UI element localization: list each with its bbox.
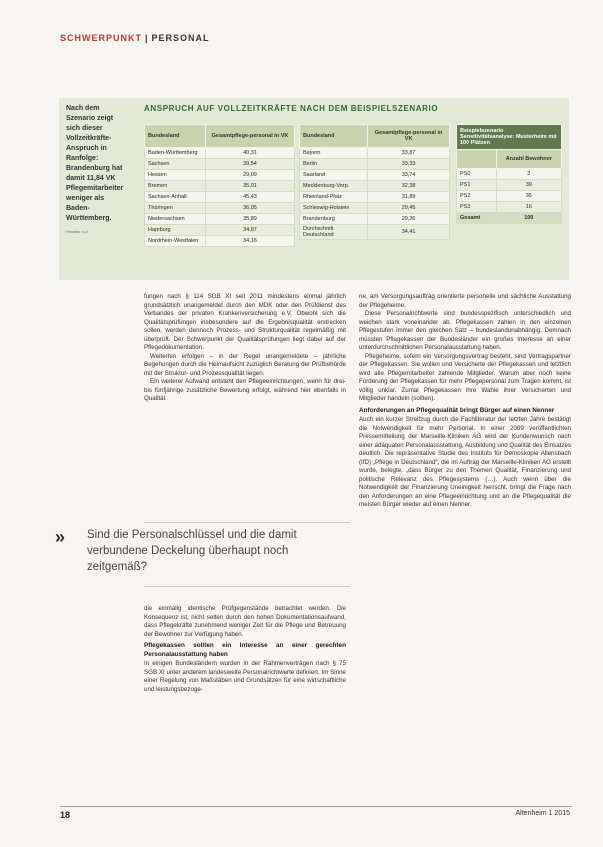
cell-value: 35,89 xyxy=(205,214,294,225)
cell-label: Durchschnitt Deutschland xyxy=(300,225,368,240)
cell-value: 33,74 xyxy=(368,170,450,181)
pullquote-rule-top xyxy=(144,522,350,523)
table-row xyxy=(145,148,295,159)
table-row xyxy=(300,203,450,214)
cell-value: 34,87 xyxy=(205,225,294,236)
table-body xyxy=(457,169,562,213)
table-header: Anzahl Bewohner xyxy=(496,150,561,169)
table-header: Bundesland xyxy=(300,125,368,148)
table-header: Bundesland xyxy=(145,125,206,148)
subheading: Anforderungen an Pflegequalität bringt Bürger auf einen Nenner xyxy=(359,406,555,414)
article-column-left-top xyxy=(144,293,346,404)
cell-label: Berlin xyxy=(300,159,368,170)
cell-label: Brandenburg xyxy=(300,214,368,225)
pullquote-text: Sind die Personalschlüssel und die damit verbundene Deckelung überhaupt noch zeitgemäß? xyxy=(87,529,297,573)
table-row xyxy=(300,225,450,240)
paragraph: Weiterhin erfolgen – in der Regel unangemeldete – jährliche Begehungen durch die Heimaufsicht zuzüglich Beratung der Prüfbehörde mit der Struktur- und Prozessqualität liegen. xyxy=(144,352,346,377)
cell-label: Saarland xyxy=(300,170,368,181)
paragraph: In einigen Bundesländern wurden in der Rahmenverträgen nach § 75 SGB XI unter anderem landesweite Personalrichtwerte definiert. Im Sinne einer Regelung von Maßstäben und Grundsätzen für eine wirtschaftliche und leistungsbezoge- xyxy=(144,660,346,693)
table-row xyxy=(145,203,295,214)
cell-label: Bremen xyxy=(145,181,206,192)
state-table-2 xyxy=(299,124,450,240)
cell-label: Sachsen-Anhalt xyxy=(145,192,206,203)
cell-label: Thüringen xyxy=(145,203,206,214)
table-row xyxy=(145,236,295,247)
footer-rule xyxy=(60,806,572,807)
table-row xyxy=(145,225,295,236)
table-row xyxy=(457,180,562,191)
section-header xyxy=(60,33,210,43)
table-body xyxy=(300,148,450,240)
paragraph: die einmalig identische Prüfgegenstände betrachtet werden. Die Konsequenz ist, nicht selten durch den hohen Dokumentationsaufwand, dass Pflegekräfte zunehmend weniger Zeit für die Pflege und Betreuung der Bewohner zur Verfügung haben. xyxy=(144,605,346,638)
cell-label: Rheinland-Pfalz xyxy=(300,192,368,203)
section-label: SCHWERPUNKT xyxy=(60,33,142,43)
paragraph: Diese Personalrichtwerte sind bundesspezifisch unterschiedlich und weichen stark voneinander ab. Pflegekassen zahlen in den einzelnen Pflegestufen immer den gleichen Satz – bundeslandunabhängig. Demnach müssten Pflegekassen der Bundesländer ein großes Interesse an einer unterdurchschnittlichen Personalausstattung haben. xyxy=(359,310,571,351)
table-row xyxy=(300,170,450,181)
table-header: Gesamtpflege-personal in VK xyxy=(368,125,450,148)
article-column-left-bottom xyxy=(144,605,346,694)
cell-value: 33,33 xyxy=(368,159,450,170)
cell-value: 33,87 xyxy=(368,148,450,159)
paragraph: ne, am Versorgungsauftrag orientierte personelle und sächliche Ausstattung der Pflegeheime. xyxy=(359,293,571,309)
table-header: Gesamtpflege-personal in VK xyxy=(205,125,294,148)
cell-value: 36,05 xyxy=(205,203,294,214)
cell-value: 35 xyxy=(496,191,561,202)
page-number: 18 xyxy=(60,810,71,820)
cell-value: 3 xyxy=(496,169,561,180)
cell-label: Sachsen xyxy=(145,159,206,170)
cell-label: Mecklenburg-Vorp. xyxy=(300,181,368,192)
cell-label: Hessen xyxy=(145,170,206,181)
cell-value: 31,89 xyxy=(368,192,450,203)
table-row xyxy=(145,214,295,225)
table-row xyxy=(145,192,295,203)
paragraph: fungen nach § 114 SGB XI seit 2011 mindestens einmal jährlich grundsätzlich unangemeldet durch den MDK oder den Prüfdienst des Verbandes der privaten Krankenversicherung e.V. Obwohl sich die Qualitätsprüfungen insbesondere auf die Ergebnisqualität erstrecken sollen, werden dennoch Prozess- und Strukturqualität regelmäßig mit überprüft. Der Schwerpunkt der Qualitätsprüfungen liegt dabei auf der Pflegedokumentation. xyxy=(144,293,346,351)
table-body xyxy=(145,148,295,247)
cell-value: 16 xyxy=(496,202,561,213)
table-row xyxy=(300,159,450,170)
cell-label: Schleswig-Holstein xyxy=(300,203,368,214)
table-row xyxy=(457,169,562,180)
cell-label: Hamburg xyxy=(145,225,206,236)
table-row xyxy=(457,202,562,213)
table-row xyxy=(300,148,450,159)
cell-label: PS3 xyxy=(457,202,497,213)
table-row xyxy=(300,214,450,225)
subheading: Pflegekassen sollten ein Interesse an einer gerechten Personalausstattung haben xyxy=(144,642,346,658)
cell-value: 29,09 xyxy=(205,170,294,181)
infobox-title: ANSPRUCH AUF VOLLZEITKRÄFTE NACH DEM BEISPIELSZENARIO xyxy=(144,104,439,113)
cell-value: 35,01 xyxy=(205,181,294,192)
cell-value: 29,26 xyxy=(368,214,450,225)
pullquote-rule-bottom xyxy=(144,586,350,587)
total-value: 100 xyxy=(496,213,561,224)
total-label: Gesamt xyxy=(457,213,497,224)
header-separator: | xyxy=(145,33,149,43)
table-row xyxy=(300,181,450,192)
cell-value: 39,54 xyxy=(205,159,294,170)
table-row xyxy=(300,192,450,203)
scenario-table xyxy=(456,124,562,224)
paragraph: Auch ein kurzer Streifzug durch die Fachliteratur der letzten Jahre bestätigt die Notwendigkeit für mehr Personal. In einer 2009 veröffentlichten Pressemitteilung der Marseille-Kliniken AG wird der Kundenwunsch nach einer adäquaten Personalausstattung, Ausbildung und Qualität des Einsatzes deutlich. Die repräsentative Studie des Instituts für Demoskopie Allensbach (IfD) „Pflege in Deutschland“, die im Auftrag der Marseille-Kliniken AG erstellt wurde, belegte, „dass Bürger zu den Themen Qualität, Finanzierung und politische Relevanz des Pflegesystems (…). Auch wenn über die Notwendigkeit der Finanzierung Uneinigkeit herrscht, bringt die Frage nach den Anforderungen an eine Pflegeeinrichtung und an die Pflegequalität die meisten Bürger wieder auf einen Nenner. xyxy=(359,416,571,508)
cell-value: 29,45 xyxy=(368,203,450,214)
paragraph: Pflegeheime, sofern ein Versorgungsvertrag besteht, sind Vertragspartner der Pflegekassen. Sie wollen und Versicherte der Pflegekassen und letztlich wird alle Pflegemitarbeiter zahlende Mitglieder. Warum aber noch keine Forderung der Pflegekassen für mehr Pflegepersonal zum Tragen kommt, ist völlig unklar. Zumal Pflegekassen ihre Wahle ihrer Versicherten und Mitglieder handeln (sollten). xyxy=(359,352,571,402)
cell-value: 40,31 xyxy=(205,148,294,159)
cell-label: PS1 xyxy=(457,180,497,191)
subsection-label: PERSONAL xyxy=(151,33,210,43)
infobox-side-text: Nach dem Szenario zeigt sich dieser Vollzeitkräfte-Anspruch in Ranfolge: Brandenburg hat damit 11,84 VK Pflegemitarbeiter weniger als Baden-Württemberg. xyxy=(66,105,124,222)
infobox-source: Hinweis: s.d. xyxy=(66,229,89,234)
cell-label: Baden-Württemberg xyxy=(145,148,206,159)
paragraph: Ein weiterer Aufwand entsteht den Pflegeeinrichtungen, wenn für drei- bis fünfjährige zusätzliche Bewertung erfolgt, während hier ebenfalls in Qualität xyxy=(144,378,346,402)
quote-mark-icon: » xyxy=(55,527,66,547)
cell-label: PS0 xyxy=(457,169,497,180)
state-table-1 xyxy=(144,124,295,247)
table-row xyxy=(457,191,562,202)
cell-value: 32,38 xyxy=(368,181,450,192)
cell-value: 34,16 xyxy=(205,236,294,247)
cell-label: Bayern xyxy=(300,148,368,159)
cell-value: 45,43 xyxy=(205,192,294,203)
scenario-caption: Beispielszenario Sensitivitätsanalyse: Musterheim mit 100 Plätzen xyxy=(457,125,562,150)
article-column-right xyxy=(359,293,571,510)
magazine-issue: Altenheim 1 2015 xyxy=(515,810,570,817)
cell-label: PS2 xyxy=(457,191,497,202)
table-row xyxy=(145,159,295,170)
cell-value: 39 xyxy=(496,180,561,191)
cell-label: Nordrhein-Westfalen xyxy=(145,236,206,247)
table-row xyxy=(145,170,295,181)
cell-label: Niedersachsen xyxy=(145,214,206,225)
cell-value: 34,41 xyxy=(368,225,450,240)
table-row xyxy=(145,181,295,192)
